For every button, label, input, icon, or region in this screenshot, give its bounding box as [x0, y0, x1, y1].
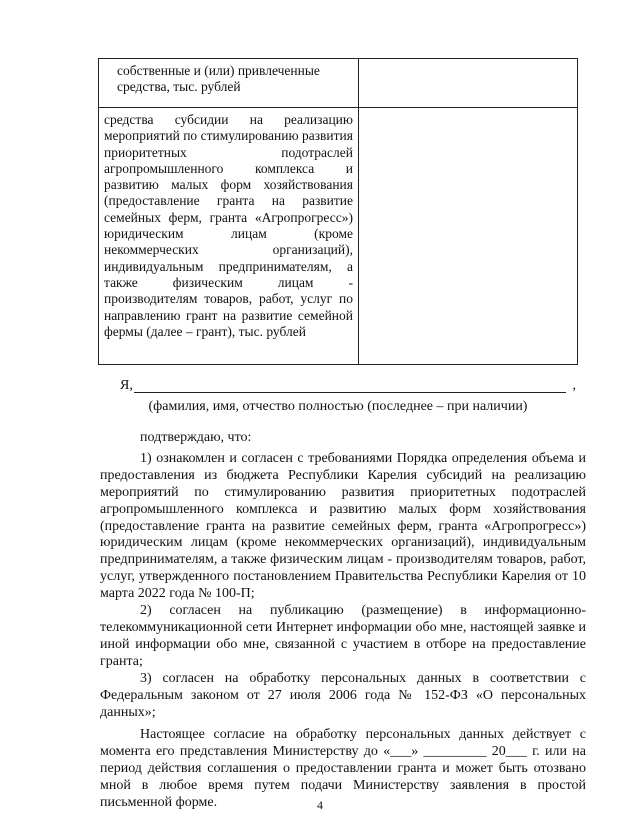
lead-text: подтверждаю, что:: [140, 430, 252, 445]
table-cell-own-funds-value: [359, 59, 578, 108]
paragraph-2: 2) согласен на публикацию (размещение) в информационно-телекоммуникационной сети Интернет информации обо мне, настоящей заявке и иной информации обо мне, связанной с участием в отборе на предоставление гранта;: [100, 603, 586, 669]
table-cell-subsidy-value: [359, 108, 578, 365]
consent-body: [100, 430, 586, 812]
name-caption: (фамилия, имя, отчество полностью (последнее – при наличии): [148, 399, 528, 414]
table-cell-own-funds-label: собственные и (или) привлеченные средства, тыс. рублей: [99, 59, 359, 108]
paragraph-1: 1) ознакомлен и согласен с требованиями Порядка определения объема и предоставления из бюджета Республики Карелия субсидий на реализацию мероприятий по стимулированию развития приоритетных подотраслей агропромышленного комплекса и развитию малых форм хозяйствования (предоставление гранта на развитие семейных ферм, гранта «Агропрогресс») юридическим лицам (кроме некоммерческих организаций), индивидуальным предпринимателям, а также физическим лицам - производителям товаров, работ, услуг, утвержденного постановлением Правительства Республики Карелия от 10 марта 2022 года № 100-П;: [100, 450, 586, 602]
ya-label: Я,: [120, 378, 133, 393]
paragraph-4: Настоящее согласие на обработку персональных данных действует с момента его представления Министерству до «___» _________ 20___ г. или на период действия соглашения о предоставлении гранта и может быть отозвано мной в любое время путем подачи Министерству заявления в простой письменной форме.: [100, 727, 586, 811]
table-cell-subsidy-label: средства субсидии на реализацию мероприятий по стимулированию развития приоритетных подотраслей агропромышленного комплекса и развитию малых форм хозяйствования (предоставление гранта на развитие семейных ферм, гранта «Агропрогресс») юридическим лицам (кроме некоммерческих организаций), индивидуальным предпринимателям, а также физическим лицам - производителям товаров, работ, услуг по направлению грант на развитие семейной фермы (далее – грант), тыс. рублей: [99, 108, 359, 365]
name-line-comma: ,: [572, 378, 576, 393]
page-number: 4: [317, 798, 323, 812]
table-row: [99, 59, 578, 108]
financing-table: [98, 58, 578, 365]
name-blank-field: [134, 392, 566, 393]
table-row: [99, 108, 578, 365]
paragraph-3: 3) согласен на обработку персональных данных в соответствии с Федеральным законом от 27 июля 2006 года № 152-ФЗ «О персональных данных»;: [100, 670, 586, 720]
name-line: [120, 378, 576, 398]
